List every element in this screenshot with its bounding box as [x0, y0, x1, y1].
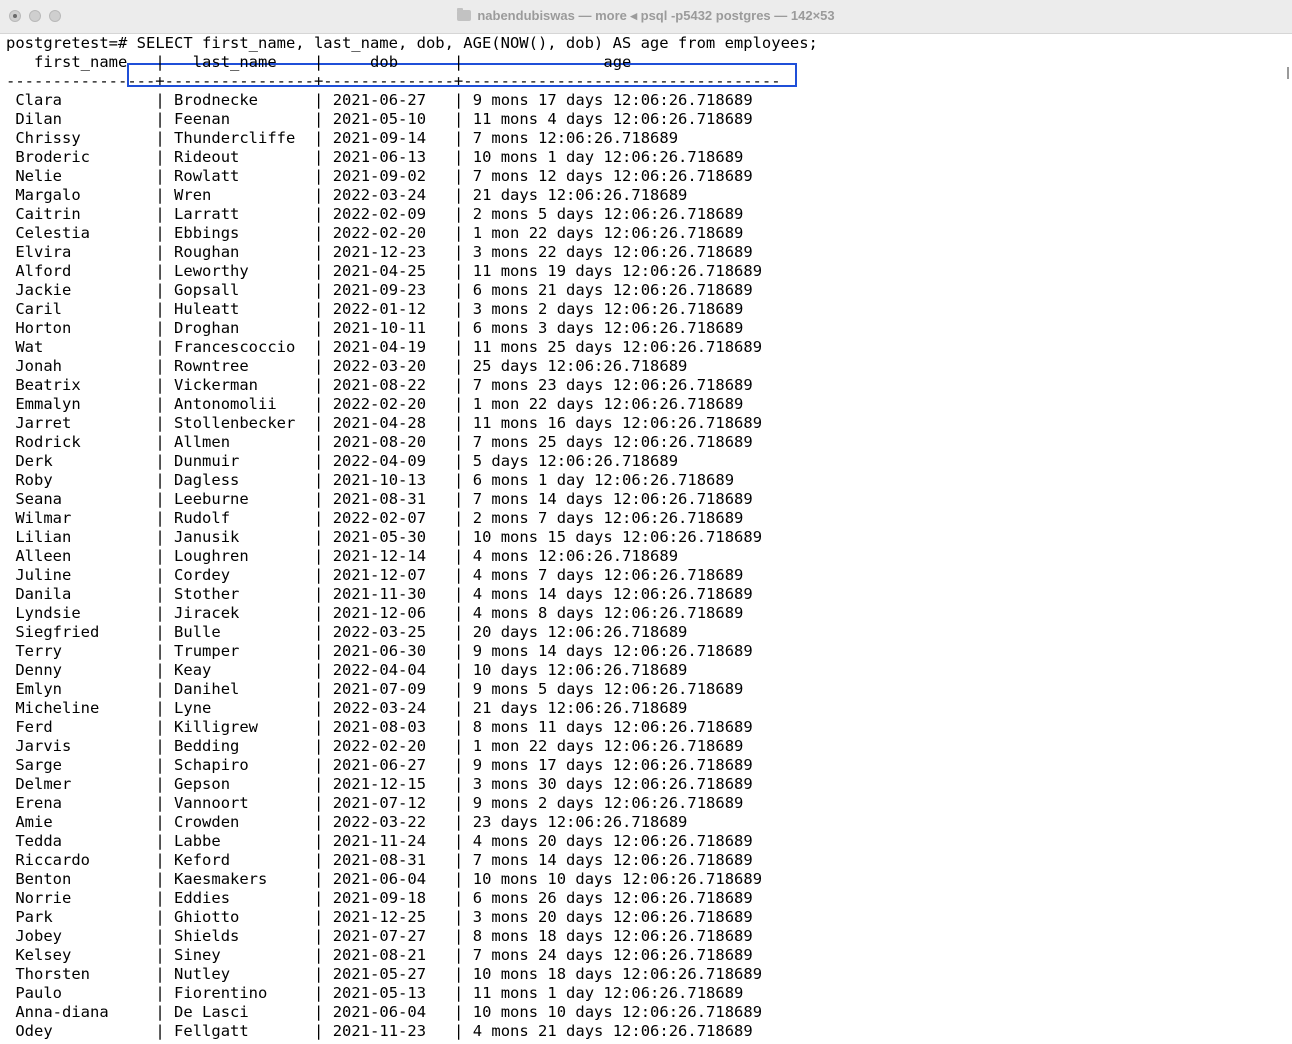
cell-last-name: Allmen: [174, 433, 305, 451]
cell-dob: 2021-07-27: [332, 927, 445, 945]
cell-first-name: Derk: [15, 452, 146, 470]
cell-age: 21 days 12:06:26.718689: [472, 699, 688, 717]
table-row: Riccardo | Keford | 2021-08-31 | 7 mons 14 days 12:06:26.718689: [15, 851, 753, 869]
cell-first-name: Jackie: [15, 281, 146, 299]
cell-age: 10 days 12:06:26.718689: [472, 661, 688, 679]
cell-dob: 2021-09-18: [332, 889, 445, 907]
cell-dob: 2021-12-23: [332, 243, 445, 261]
table-row: Chrissy | Thundercliffe | 2021-09-14 | 7 mons 12:06:26.718689: [15, 129, 679, 147]
cell-last-name: Trumper: [174, 642, 305, 660]
cell-last-name: Droghan: [174, 319, 305, 337]
cell-last-name: Ghiotto: [174, 908, 305, 926]
table-row: Nelie | Rowlatt | 2021-09-02 | 7 mons 12 days 12:06:26.718689: [15, 167, 753, 185]
table-row: Wat | Francescoccio | 2021-04-19 | 11 mons 25 days 12:06:26.718689: [15, 338, 763, 356]
cell-first-name: Sarge: [15, 756, 146, 774]
cell-first-name: Nelie: [15, 167, 146, 185]
cell-last-name: Huleatt: [174, 300, 305, 318]
window-title: [0, 8, 1292, 24]
cell-age: 9 mons 2 days 12:06:26.718689: [472, 794, 744, 812]
cell-age: 4 mons 7 days 12:06:26.718689: [472, 566, 744, 584]
cell-age: 11 mons 1 day 12:06:26.718689: [472, 984, 744, 1002]
table-row: Kelsey | Siney | 2021-08-21 | 7 mons 24 days 12:06:26.718689: [15, 946, 753, 964]
table-separator: ----------------+----------------+--------------+----------------------------------: [6, 72, 781, 90]
cell-last-name: Killigrew: [174, 718, 305, 736]
cell-first-name: Clara: [15, 91, 146, 109]
cell-last-name: Vickerman: [174, 376, 305, 394]
cell-dob: 2021-12-25: [332, 908, 445, 926]
command-line[interactable]: [6, 34, 818, 53]
table-row: Thorsten | Nutley | 2021-05-27 | 10 mons 18 days 12:06:26.718689: [15, 965, 763, 983]
cell-age: 3 mons 2 days 12:06:26.718689: [472, 300, 744, 318]
cell-dob: 2022-03-24: [332, 186, 445, 204]
column-header-dob: dob: [332, 53, 445, 71]
cell-age: 6 mons 21 days 12:06:26.718689: [472, 281, 753, 299]
table-row: Caitrin | Larratt | 2022-02-09 | 2 mons 5 days 12:06:26.718689: [15, 205, 744, 223]
cell-dob: 2021-05-27: [332, 965, 445, 983]
cell-age: 8 mons 18 days 12:06:26.718689: [472, 927, 753, 945]
cell-last-name: Dunmuir: [174, 452, 305, 470]
cell-dob: 2021-11-23: [332, 1022, 445, 1040]
cell-last-name: Jiracek: [174, 604, 305, 622]
cell-first-name: Wat: [15, 338, 146, 356]
cell-first-name: Jarret: [15, 414, 146, 432]
cell-dob: 2021-12-06: [332, 604, 445, 622]
table-row: Roby | Dagless | 2021-10-13 | 6 mons 1 day 12:06:26.718689: [15, 471, 735, 489]
cell-age: 7 mons 25 days 12:06:26.718689: [472, 433, 753, 451]
cell-age: 10 mons 10 days 12:06:26.718689: [472, 870, 763, 888]
cell-age: 7 mons 14 days 12:06:26.718689: [472, 490, 753, 508]
cell-last-name: Bedding: [174, 737, 305, 755]
cell-first-name: Roby: [15, 471, 146, 489]
table-row: Beatrix | Vickerman | 2021-08-22 | 7 mons 23 days 12:06:26.718689: [15, 376, 753, 394]
cell-last-name: Ebbings: [174, 224, 305, 242]
cell-last-name: Keford: [174, 851, 305, 869]
table-row: Ferd | Killigrew | 2021-08-03 | 8 mons 11 days 12:06:26.718689: [15, 718, 753, 736]
table-row: Jarvis | Bedding | 2022-02-20 | 1 mon 22 days 12:06:26.718689: [15, 737, 744, 755]
cell-dob: 2021-10-13: [332, 471, 445, 489]
cell-first-name: Chrissy: [15, 129, 146, 147]
column-header-first-name: first_name: [15, 53, 146, 71]
table-row: Amie | Crowden | 2022-03-22 | 23 days 12:06:26.718689: [15, 813, 688, 831]
table-row: Margalo | Wren | 2022-03-24 | 21 days 12:06:26.718689: [15, 186, 688, 204]
table-row: Juline | Cordey | 2021-12-07 | 4 mons 7 days 12:06:26.718689: [15, 566, 744, 584]
cell-age: 23 days 12:06:26.718689: [472, 813, 688, 831]
cell-age: 8 mons 11 days 12:06:26.718689: [472, 718, 753, 736]
cell-last-name: Stollenbecker: [174, 414, 305, 432]
cell-last-name: Labbe: [174, 832, 305, 850]
title-bar[interactable]: [0, 0, 1292, 34]
cell-age: 1 mon 22 days 12:06:26.718689: [472, 395, 744, 413]
sql-command: SELECT first_name, last_name, dob, AGE(NOW(), dob) AS age from employees;: [136, 34, 818, 52]
table-row: Elvira | Roughan | 2021-12-23 | 3 mons 22 days 12:06:26.718689: [15, 243, 753, 261]
cell-last-name: Rowlatt: [174, 167, 305, 185]
cell-dob: 2021-08-03: [332, 718, 445, 736]
cell-age: 4 mons 12:06:26.718689: [472, 547, 679, 565]
cell-first-name: Norrie: [15, 889, 146, 907]
cell-age: 10 mons 18 days 12:06:26.718689: [472, 965, 763, 983]
cell-age: 1 mon 22 days 12:06:26.718689: [472, 224, 744, 242]
cell-first-name: Seana: [15, 490, 146, 508]
table-row: Lyndsie | Jiracek | 2021-12-06 | 4 mons 8 days 12:06:26.718689: [15, 604, 744, 622]
cell-last-name: Janusik: [174, 528, 305, 546]
cell-dob: 2021-04-19: [332, 338, 445, 356]
table-row: Jarret | Stollenbecker | 2021-04-28 | 11 mons 16 days 12:06:26.718689: [15, 414, 763, 432]
window-title-text: nabendubiswas — more ◂ psql -p5432 postgres — 142×53: [477, 8, 835, 23]
cell-dob: 2022-02-09: [332, 205, 445, 223]
cell-dob: 2022-01-12: [332, 300, 445, 318]
table-row: Benton | Kaesmakers | 2021-06-04 | 10 mons 10 days 12:06:26.718689: [15, 870, 763, 888]
cell-dob: 2022-04-09: [332, 452, 445, 470]
cell-dob: 2021-06-04: [332, 870, 445, 888]
cell-first-name: Thorsten: [15, 965, 146, 983]
cell-last-name: Brodnecke: [174, 91, 305, 109]
cell-dob: 2021-08-22: [332, 376, 445, 394]
table-row: Rodrick | Allmen | 2021-08-20 | 7 mons 25 days 12:06:26.718689: [15, 433, 753, 451]
column-header-age: age: [472, 53, 772, 71]
cell-last-name: Vannoort: [174, 794, 305, 812]
cell-last-name: Crowden: [174, 813, 305, 831]
cell-age: 2 mons 5 days 12:06:26.718689: [472, 205, 744, 223]
cell-dob: 2022-03-24: [332, 699, 445, 717]
cell-first-name: Elvira: [15, 243, 146, 261]
cell-dob: 2021-08-31: [332, 851, 445, 869]
cell-first-name: Tedda: [15, 832, 146, 850]
cell-last-name: De Lasci: [174, 1003, 305, 1021]
cell-dob: 2021-04-28: [332, 414, 445, 432]
cell-age: 9 mons 5 days 12:06:26.718689: [472, 680, 744, 698]
cell-dob: 2021-08-31: [332, 490, 445, 508]
cell-last-name: Rudolf: [174, 509, 305, 527]
scrollbar-marker[interactable]: [1287, 67, 1289, 79]
table-row: Sarge | Schapiro | 2021-06-27 | 9 mons 17 days 12:06:26.718689: [15, 756, 753, 774]
cell-first-name: Wilmar: [15, 509, 146, 527]
cell-last-name: Stother: [174, 585, 305, 603]
table-row: Alford | Leworthy | 2021-04-25 | 11 mons 19 days 12:06:26.718689: [15, 262, 763, 280]
cell-first-name: Park: [15, 908, 146, 926]
cell-dob: 2021-04-25: [332, 262, 445, 280]
cell-dob: 2021-12-14: [332, 547, 445, 565]
cell-first-name: Jonah: [15, 357, 146, 375]
cell-age: 6 mons 3 days 12:06:26.718689: [472, 319, 744, 337]
cell-dob: 2021-05-30: [332, 528, 445, 546]
cell-first-name: Alleen: [15, 547, 146, 565]
cell-first-name: Caril: [15, 300, 146, 318]
cell-dob: 2021-12-07: [332, 566, 445, 584]
cell-first-name: Erena: [15, 794, 146, 812]
cell-first-name: Dilan: [15, 110, 146, 128]
cell-last-name: Antonomolii: [174, 395, 305, 413]
cell-dob: 2021-07-09: [332, 680, 445, 698]
cell-age: 3 mons 22 days 12:06:26.718689: [472, 243, 753, 261]
cell-first-name: Kelsey: [15, 946, 146, 964]
cell-age: 11 mons 16 days 12:06:26.718689: [472, 414, 763, 432]
table-row: Danila | Stother | 2021-11-30 | 4 mons 14 days 12:06:26.718689: [15, 585, 753, 603]
terminal-output[interactable]: [0, 34, 1292, 1044]
table-row: Clara | Brodnecke | 2021-06-27 | 9 mons 17 days 12:06:26.718689: [15, 91, 753, 109]
table-row: Jobey | Shields | 2021-07-27 | 8 mons 18 days 12:06:26.718689: [15, 927, 753, 945]
table-row: Denny | Keay | 2022-04-04 | 10 days 12:06:26.718689: [15, 661, 688, 679]
cell-first-name: Amie: [15, 813, 146, 831]
cell-last-name: Gopsall: [174, 281, 305, 299]
cell-first-name: Benton: [15, 870, 146, 888]
cell-first-name: Juline: [15, 566, 146, 584]
cell-dob: 2022-02-20: [332, 737, 445, 755]
cell-last-name: Lyne: [174, 699, 305, 717]
cell-first-name: Lilian: [15, 528, 146, 546]
cell-last-name: Keay: [174, 661, 305, 679]
cell-dob: 2021-05-10: [332, 110, 445, 128]
cell-last-name: Feenan: [174, 110, 305, 128]
cell-age: 9 mons 14 days 12:06:26.718689: [472, 642, 753, 660]
table-row: Tedda | Labbe | 2021-11-24 | 4 mons 20 days 12:06:26.718689: [15, 832, 753, 850]
table-row: Jackie | Gopsall | 2021-09-23 | 6 mons 21 days 12:06:26.718689: [15, 281, 753, 299]
cell-first-name: Anna-diana: [15, 1003, 146, 1021]
table-row: Derk | Dunmuir | 2022-04-09 | 5 days 12:06:26.718689: [15, 452, 679, 470]
cell-last-name: Rideout: [174, 148, 305, 166]
cell-dob: 2021-10-11: [332, 319, 445, 337]
cell-age: 10 mons 15 days 12:06:26.718689: [472, 528, 763, 546]
cell-age: 11 mons 25 days 12:06:26.718689: [472, 338, 763, 356]
cell-first-name: Siegfried: [15, 623, 146, 641]
table-row: Norrie | Eddies | 2021-09-18 | 6 mons 26 days 12:06:26.718689: [15, 889, 753, 907]
cell-last-name: Schapiro: [174, 756, 305, 774]
cell-age: 9 mons 17 days 12:06:26.718689: [472, 91, 753, 109]
cell-dob: 2021-06-13: [332, 148, 445, 166]
cell-age: 6 mons 26 days 12:06:26.718689: [472, 889, 753, 907]
cell-dob: 2021-08-20: [332, 433, 445, 451]
cell-dob: 2021-07-12: [332, 794, 445, 812]
cell-dob: 2022-03-25: [332, 623, 445, 641]
cell-age: 20 days 12:06:26.718689: [472, 623, 688, 641]
cell-last-name: Kaesmakers: [174, 870, 305, 888]
cell-age: 4 mons 20 days 12:06:26.718689: [472, 832, 753, 850]
table-row: Erena | Vannoort | 2021-07-12 | 9 mons 2 days 12:06:26.718689: [15, 794, 744, 812]
cell-dob: 2021-11-24: [332, 832, 445, 850]
table-row: Emmalyn | Antonomolii | 2022-02-20 | 1 mon 22 days 12:06:26.718689: [15, 395, 744, 413]
cell-age: 10 mons 10 days 12:06:26.718689: [472, 1003, 763, 1021]
cell-first-name: Broderic: [15, 148, 146, 166]
cell-first-name: Ferd: [15, 718, 146, 736]
cell-age: 6 mons 1 day 12:06:26.718689: [472, 471, 735, 489]
cell-first-name: Horton: [15, 319, 146, 337]
cell-last-name: Loughren: [174, 547, 305, 565]
cell-dob: 2021-06-27: [332, 91, 445, 109]
cell-last-name: Danihel: [174, 680, 305, 698]
table-row: Siegfried | Bulle | 2022-03-25 | 20 days 12:06:26.718689: [15, 623, 688, 641]
cell-first-name: Paulo: [15, 984, 146, 1002]
cell-age: 4 mons 8 days 12:06:26.718689: [472, 604, 744, 622]
cell-first-name: Riccardo: [15, 851, 146, 869]
cell-last-name: Gepson: [174, 775, 305, 793]
cell-dob: 2021-05-13: [332, 984, 445, 1002]
cell-dob: 2022-02-20: [332, 395, 445, 413]
cell-age: 11 mons 19 days 12:06:26.718689: [472, 262, 763, 280]
cell-first-name: Micheline: [15, 699, 146, 717]
cell-last-name: Fellgatt: [174, 1022, 305, 1040]
cell-first-name: Odey: [15, 1022, 146, 1040]
cell-first-name: Delmer: [15, 775, 146, 793]
cell-first-name: Jobey: [15, 927, 146, 945]
cell-age: 7 mons 24 days 12:06:26.718689: [472, 946, 753, 964]
table-row: Alleen | Loughren | 2021-12-14 | 4 mons 12:06:26.718689: [15, 547, 679, 565]
cell-age: 10 mons 1 day 12:06:26.718689: [472, 148, 744, 166]
table-row: Emlyn | Danihel | 2021-07-09 | 9 mons 5 days 12:06:26.718689: [15, 680, 744, 698]
cell-first-name: Celestia: [15, 224, 146, 242]
cell-last-name: Nutley: [174, 965, 305, 983]
table-row: Seana | Leeburne | 2021-08-31 | 7 mons 14 days 12:06:26.718689: [15, 490, 753, 508]
cell-last-name: Siney: [174, 946, 305, 964]
table-header-row: first_name | last_name | dob | age: [15, 53, 772, 71]
cell-last-name: Thundercliffe: [174, 129, 305, 147]
cell-age: 3 mons 20 days 12:06:26.718689: [472, 908, 753, 926]
cell-dob: 2022-02-20: [332, 224, 445, 242]
table-row: Horton | Droghan | 2021-10-11 | 6 mons 3 days 12:06:26.718689: [15, 319, 744, 337]
cell-first-name: Terry: [15, 642, 146, 660]
cell-first-name: Emmalyn: [15, 395, 146, 413]
cell-age: 2 mons 7 days 12:06:26.718689: [472, 509, 744, 527]
cell-last-name: Rowntree: [174, 357, 305, 375]
cell-age: 5 days 12:06:26.718689: [472, 452, 679, 470]
cell-first-name: Margalo: [15, 186, 146, 204]
cell-age: 9 mons 17 days 12:06:26.718689: [472, 756, 753, 774]
table-row: Odey | Fellgatt | 2021-11-23 | 4 mons 21 days 12:06:26.718689: [15, 1022, 753, 1040]
cell-last-name: Shields: [174, 927, 305, 945]
cell-dob: 2022-03-22: [332, 813, 445, 831]
cell-first-name: Emlyn: [15, 680, 146, 698]
cell-last-name: Bulle: [174, 623, 305, 641]
cell-last-name: Wren: [174, 186, 305, 204]
cell-age: 4 mons 21 days 12:06:26.718689: [472, 1022, 753, 1040]
cell-dob: 2021-09-23: [332, 281, 445, 299]
table-row: Wilmar | Rudolf | 2022-02-07 | 2 mons 7 days 12:06:26.718689: [15, 509, 744, 527]
prompt: postgretest=#: [6, 34, 128, 52]
cell-last-name: Leeburne: [174, 490, 305, 508]
cell-dob: 2021-09-14: [332, 129, 445, 147]
cell-dob: 2021-11-30: [332, 585, 445, 603]
cell-last-name: Eddies: [174, 889, 305, 907]
table-row: Caril | Huleatt | 2022-01-12 | 3 mons 2 days 12:06:26.718689: [15, 300, 744, 318]
cell-age: 21 days 12:06:26.718689: [472, 186, 688, 204]
cell-first-name: Danila: [15, 585, 146, 603]
cell-age: 4 mons 14 days 12:06:26.718689: [472, 585, 753, 603]
cell-age: 3 mons 30 days 12:06:26.718689: [472, 775, 753, 793]
table-row: Jonah | Rowntree | 2022-03-20 | 25 days 12:06:26.718689: [15, 357, 688, 375]
cell-dob: 2022-03-20: [332, 357, 445, 375]
cell-first-name: Caitrin: [15, 205, 146, 223]
cell-dob: 2021-06-04: [332, 1003, 445, 1021]
cell-last-name: Dagless: [174, 471, 305, 489]
cell-age: 7 mons 14 days 12:06:26.718689: [472, 851, 753, 869]
cell-dob: 2021-06-27: [332, 756, 445, 774]
table-row: Lilian | Janusik | 2021-05-30 | 10 mons 15 days 12:06:26.718689: [15, 528, 763, 546]
cell-dob: 2022-04-04: [332, 661, 445, 679]
table-row: Micheline | Lyne | 2022-03-24 | 21 days 12:06:26.718689: [15, 699, 688, 717]
table-row: Anna-diana | De Lasci | 2021-06-04 | 10 mons 10 days 12:06:26.718689: [15, 1003, 763, 1021]
cell-last-name: Leworthy: [174, 262, 305, 280]
cell-dob: 2021-09-02: [332, 167, 445, 185]
cell-first-name: Jarvis: [15, 737, 146, 755]
cell-last-name: Francescoccio: [174, 338, 305, 356]
cell-last-name: Cordey: [174, 566, 305, 584]
cell-dob: 2022-02-07: [332, 509, 445, 527]
cell-dob: 2021-06-30: [332, 642, 445, 660]
cell-first-name: Beatrix: [15, 376, 146, 394]
cell-age: 25 days 12:06:26.718689: [472, 357, 688, 375]
cell-dob: 2021-08-21: [332, 946, 445, 964]
cell-first-name: Rodrick: [15, 433, 146, 451]
table-row: Paulo | Fiorentino | 2021-05-13 | 11 mons 1 day 12:06:26.718689: [15, 984, 744, 1002]
column-header-last-name: last_name: [174, 53, 305, 71]
cell-first-name: Alford: [15, 262, 146, 280]
cell-dob: 2021-12-15: [332, 775, 445, 793]
table-row: Broderic | Rideout | 2021-06-13 | 10 mons 1 day 12:06:26.718689: [15, 148, 744, 166]
folder-icon: [457, 10, 471, 21]
cell-last-name: Roughan: [174, 243, 305, 261]
table-row: Delmer | Gepson | 2021-12-15 | 3 mons 30 days 12:06:26.718689: [15, 775, 753, 793]
cell-age: 7 mons 12:06:26.718689: [472, 129, 679, 147]
cell-age: 1 mon 22 days 12:06:26.718689: [472, 737, 744, 755]
cell-last-name: Fiorentino: [174, 984, 305, 1002]
table-row: Celestia | Ebbings | 2022-02-20 | 1 mon 22 days 12:06:26.718689: [15, 224, 744, 242]
cell-age: 11 mons 4 days 12:06:26.718689: [472, 110, 753, 128]
table-row: Terry | Trumper | 2021-06-30 | 9 mons 14 days 12:06:26.718689: [15, 642, 753, 660]
cell-first-name: Denny: [15, 661, 146, 679]
table-row: Dilan | Feenan | 2021-05-10 | 11 mons 4 days 12:06:26.718689: [15, 110, 753, 128]
cell-age: 7 mons 12 days 12:06:26.718689: [472, 167, 753, 185]
cell-last-name: Larratt: [174, 205, 305, 223]
table-row: Park | Ghiotto | 2021-12-25 | 3 mons 20 days 12:06:26.718689: [15, 908, 753, 926]
cell-first-name: Lyndsie: [15, 604, 146, 622]
cell-age: 7 mons 23 days 12:06:26.718689: [472, 376, 753, 394]
